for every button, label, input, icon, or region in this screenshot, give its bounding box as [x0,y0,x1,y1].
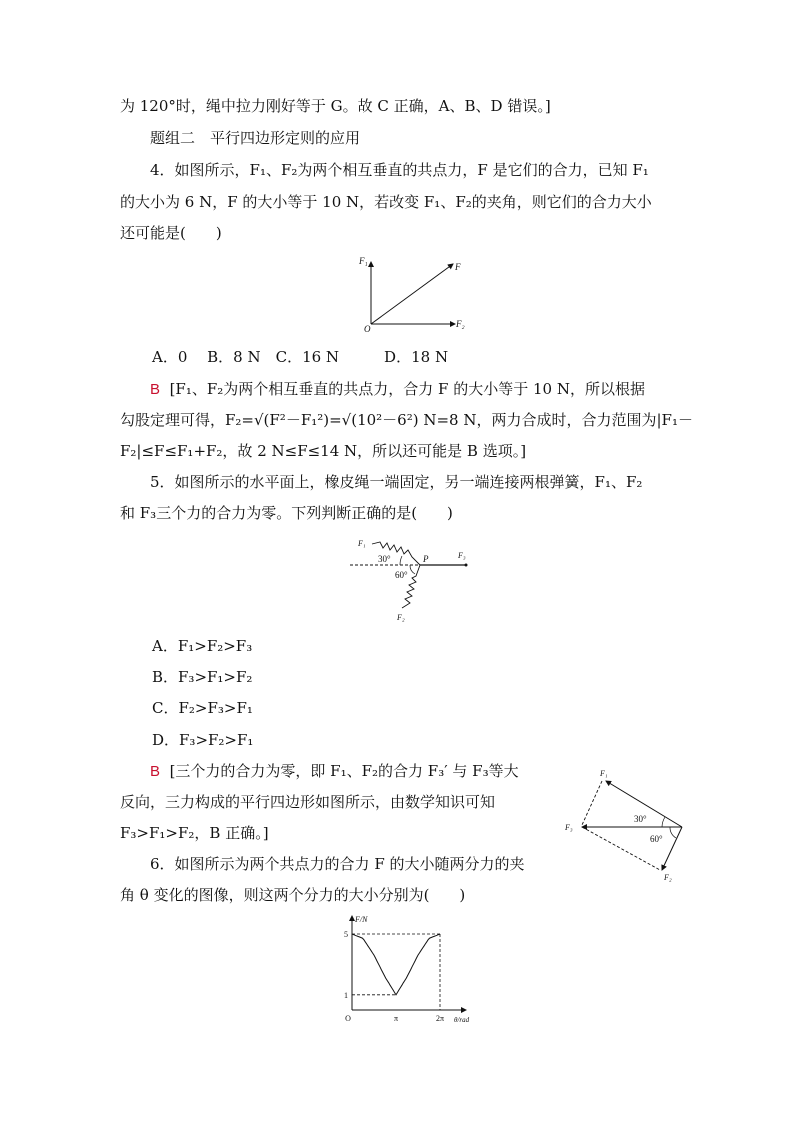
chart-y-tick-0: 1 [344,990,348,1000]
q6-line-2: 角 θ 变化的图像，则这两个分力的大小分别为( ) [120,886,466,904]
q5b-label-f3: F₃ [565,823,573,832]
q5-option-d: D．F₃>F₂>F₁ [152,731,254,749]
q5-spring-figure [350,534,474,626]
q5b-dashed-side-2 [582,827,660,870]
q5b-label-angle2: 60° [650,834,663,844]
q5-parallelogram-figure [562,764,694,884]
chart-x-tick-0: O [345,1014,351,1023]
chart-x-tick-2: 2π [435,1014,445,1023]
q4-label-f2: F₂ [456,319,465,329]
q5-option-c: C．F₂>F₃>F₁ [152,699,253,717]
q5-solution-line-3: F₃>F₁>F₂，B 正确。] [120,824,269,842]
q5-line-2: 和 F₃三个力的合力为零。下列判断正确的是( ) [120,504,453,522]
q5-label-angle1: 30° [378,554,391,564]
q5-label-angle2: 60° [395,570,408,580]
q4-line-1: 4．如图所示，F₁、F₂为两个相互垂直的共点力，F 是它们的合力，已知 F₁ [150,161,649,179]
q5-answer-letter: B [150,763,161,780]
q5-solution-line-1 [150,761,519,782]
q5b-label-f2: F₂ [664,873,672,882]
q5-label-f1: F₁ [358,539,366,548]
q5b-f2-vector [662,827,682,870]
q4-answer-letter: B [150,381,161,398]
q5-label-p: P [423,554,429,564]
chart-x-tick-1: π [393,1014,399,1023]
q4-solution-line-1 [150,379,645,400]
q4-options: A．0 B．8 N C．16 N D．18 N [152,348,449,366]
q5b-label-f1: F₁ [600,769,608,778]
q6-line-1: 6．如图所示为两个共点力的合力 F 的大小随两分力的夹 [150,855,525,873]
q4-f-vector [371,264,453,324]
chart-xlabel: θ/rad [454,1016,470,1024]
q4-solution-line-3: F₂|≤F≤F₁+F₂，故 2 N≤F≤14 N，所以还可能是 B 选项。] [120,442,527,460]
q6-force-angle-chart [336,910,486,1026]
q5b-label-angle1: 30° [634,814,647,824]
q5-option-b: B．F₃>F₁>F₂ [152,668,253,686]
chart-ylabel: F/N [355,915,368,924]
q5-option-a: A．F₁>F₂>F₃ [152,637,253,655]
q4-label-f: F [455,262,461,272]
chart-series-f [352,934,440,995]
q4-line-2: 的大小为 6 N，F 的大小等于 10 N，若改变 F₁、F₂的夹角，则它们的合力大小 [120,193,652,211]
q5b-dashed-side-1 [582,781,602,825]
q5-line-1: 5．如图所示的水平面上，橡皮绳一端固定，另一端连接两根弹簧，F₁、F₂ [150,473,643,491]
q4-solution-line-2: 勾股定理可得，F₂=√(F²－F₁²)=√(10²－6²) N=8 N，两力合成时，合力范围为|F₁－ [120,411,693,429]
q4-label-origin: O [364,324,371,334]
group-heading: 题组二 平行四边形定则的应用 [150,129,361,147]
chart-y-tick-1: 5 [344,930,348,939]
q4-solution-text: [F₁、F₂为两个相互垂直的共点力，合力 F 的大小等于 10 N，所以根据 [169,380,645,398]
q4-force-figure [355,252,475,334]
q5-label-f3: F₃ [458,551,466,560]
q4-line-3: 还可能是( ) [120,224,222,242]
intro-line: 为 120°时，绳中拉力刚好等于 G。故 C 正确，A、B、D 错误。] [120,97,551,115]
q5-solution-line-2: 反向，三力构成的平行四边形如图所示，由数学知识可知 [120,793,496,811]
q5-solution-text: [三个力的合力为零，即 F₁、F₂的合力 F₃′ 与 F₃等大 [169,762,519,780]
q5-label-f2: F₂ [397,613,405,622]
q4-label-f1: F₁ [359,256,368,266]
